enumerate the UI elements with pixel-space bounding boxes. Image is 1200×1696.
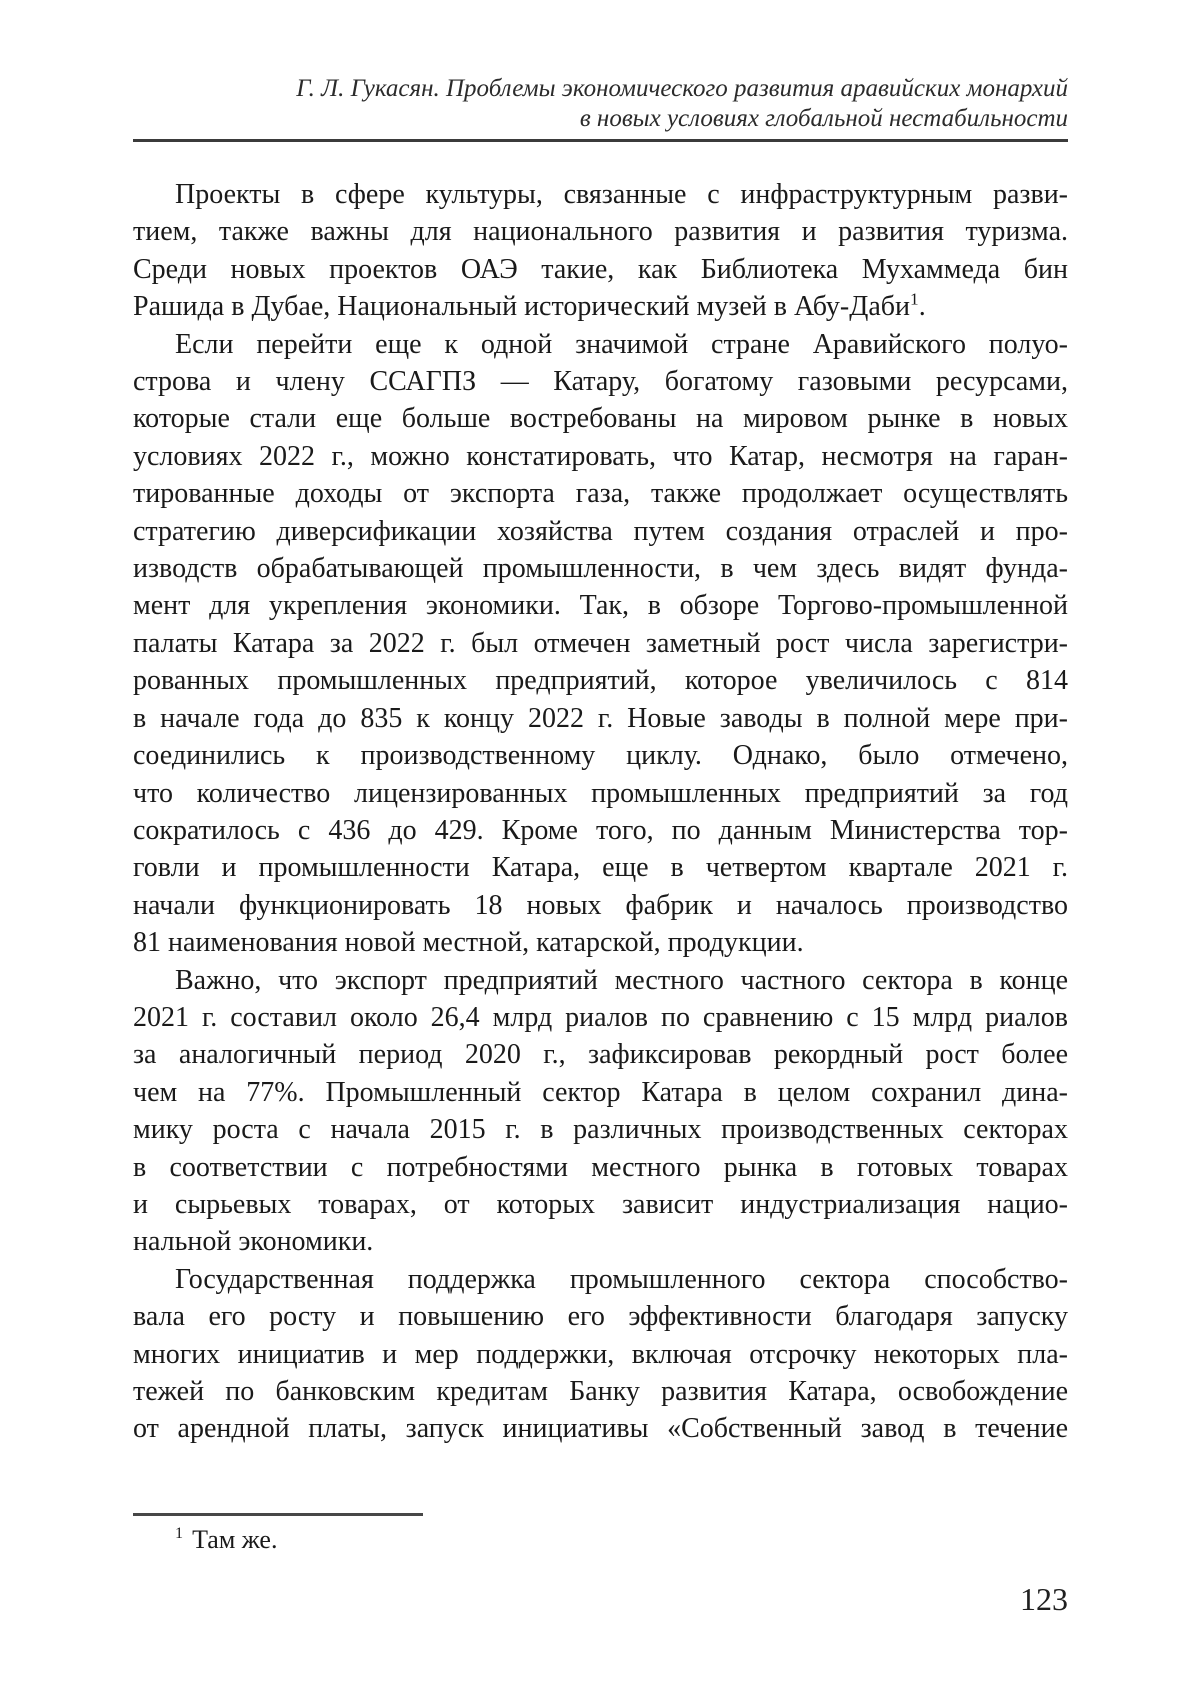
text-line: мику роста с начала 2015 г. в различных производственных секторах: [133, 1114, 1068, 1146]
text-line: в начале года до 835 к концу 2022 г. Новые заводы в полной мере при-: [133, 702, 1068, 734]
text-segment: Рашида в Дубае, Национальный исторический музей в Абу-Даби: [133, 291, 911, 323]
paragraph-4: [133, 1261, 1068, 1448]
text-line: и сырьевых товарах, от которых зависит индустриализация нацио-: [133, 1188, 1068, 1220]
text-line: нальной экономики.: [133, 1226, 374, 1258]
text-line: Государственная поддержка промышленного сектора способство-: [175, 1263, 1068, 1295]
running-header: [133, 74, 1068, 134]
text-line: в соответствии с потребностями местного рынка в готовых товарах: [133, 1151, 1068, 1183]
footnote: [133, 1524, 1068, 1556]
text-line: соединились к производственному циклу. Однако, было отмечено,: [133, 740, 1068, 772]
text-line: 81 наименования новой местной, катарской, продукции.: [133, 927, 804, 959]
text-line: которые стали еще больше востребованы на мировом рынке в новых: [133, 403, 1068, 435]
text-line: начали функционировать 18 новых фабрик и началось производство: [133, 889, 1068, 921]
text-line: стратегию диверсификации хозяйства путем создания отраслей и про-: [133, 515, 1068, 547]
text-line: сократилось с 436 до 429. Кроме того, по данным Министерства тор-: [133, 814, 1068, 846]
text-line: тием, также важны для национального развития и развития туризма.: [133, 216, 1068, 248]
text-segment: .: [918, 291, 926, 323]
text-line: что количество лицензированных промышленных предприятий за год: [133, 777, 1068, 809]
text-line: Среди новых проектов ОАЭ такие, как Библиотека Мухаммеда бин: [133, 253, 1068, 285]
body-text: [133, 176, 1068, 1448]
text-line: палаты Катара за 2022 г. был отмечен заметный рост числа зарегистри-: [133, 627, 1068, 659]
text-line: мент для укрепления экономики. Так, в обзоре Торгово-промышленной: [133, 590, 1068, 622]
text-line: рованных промышленных предприятий, которое увеличилось с 814: [133, 665, 1068, 697]
text-line: Важно, что экспорт предприятий местного частного сектора в конце: [175, 964, 1068, 996]
paragraph-3: [133, 962, 1068, 1261]
text-line: говли и промышленности Катара, еще в четвертом квартале 2021 г.: [133, 852, 1068, 884]
paragraph-2: [133, 326, 1068, 962]
text-line: строва и члену ССАГПЗ — Катару, богатому газовыми ресурсами,: [133, 366, 1068, 398]
text-line: 2021 г. составил около 26,4 млрд риалов по сравнению с 15 млрд риалов: [133, 1001, 1068, 1033]
footnote-rule: [133, 1513, 423, 1516]
text-line: за аналогичный период 2020 г., зафиксировав рекордный рост более: [133, 1039, 1068, 1071]
header-rule: [133, 139, 1068, 142]
text-line: вала его росту и повышению его эффективности благодаря запуску: [133, 1301, 1068, 1333]
page-number: 123: [1020, 1581, 1068, 1617]
footnote-reference: 1: [910, 289, 919, 309]
text-line: тежей по банковским кредитам Банку развития Катара, освобождение: [133, 1376, 1068, 1407]
text-line: многих инициатив и мер поддержки, включая отсрочку некоторых пла-: [133, 1338, 1068, 1370]
text-line: чем на 77%. Промышленный сектор Катара в целом сохранил дина-: [133, 1076, 1068, 1108]
footnote-marker: 1: [175, 1525, 184, 1543]
paragraph-1: [133, 176, 1068, 326]
text-line: [133, 288, 1068, 325]
footnote-text: Там же.: [192, 1525, 278, 1554]
text-line: Если перейти еще к одной значимой стране Аравийского полуо-: [175, 328, 1068, 360]
text-line: условиях 2022 г., можно констатировать, что Катар, несмотря на гаран-: [133, 440, 1068, 472]
text-line: тированные доходы от экспорта газа, также продолжает осуществлять: [133, 478, 1068, 510]
text-line: от арендной платы, запуск инициативы «Собственный завод в течение: [133, 1413, 1068, 1445]
running-header-line-1: Г. Л. Гукасян. Проблемы экономического развития аравийских монархий: [296, 75, 1068, 102]
text-line: Проекты в сфере культуры, связанные с инфраструктурным разви-: [175, 179, 1068, 210]
text-line: изводств обрабатывающей промышленности, в чем здесь видят фунда-: [133, 553, 1068, 585]
running-header-line-2: в новых условиях глобальной нестабильности: [579, 105, 1068, 132]
